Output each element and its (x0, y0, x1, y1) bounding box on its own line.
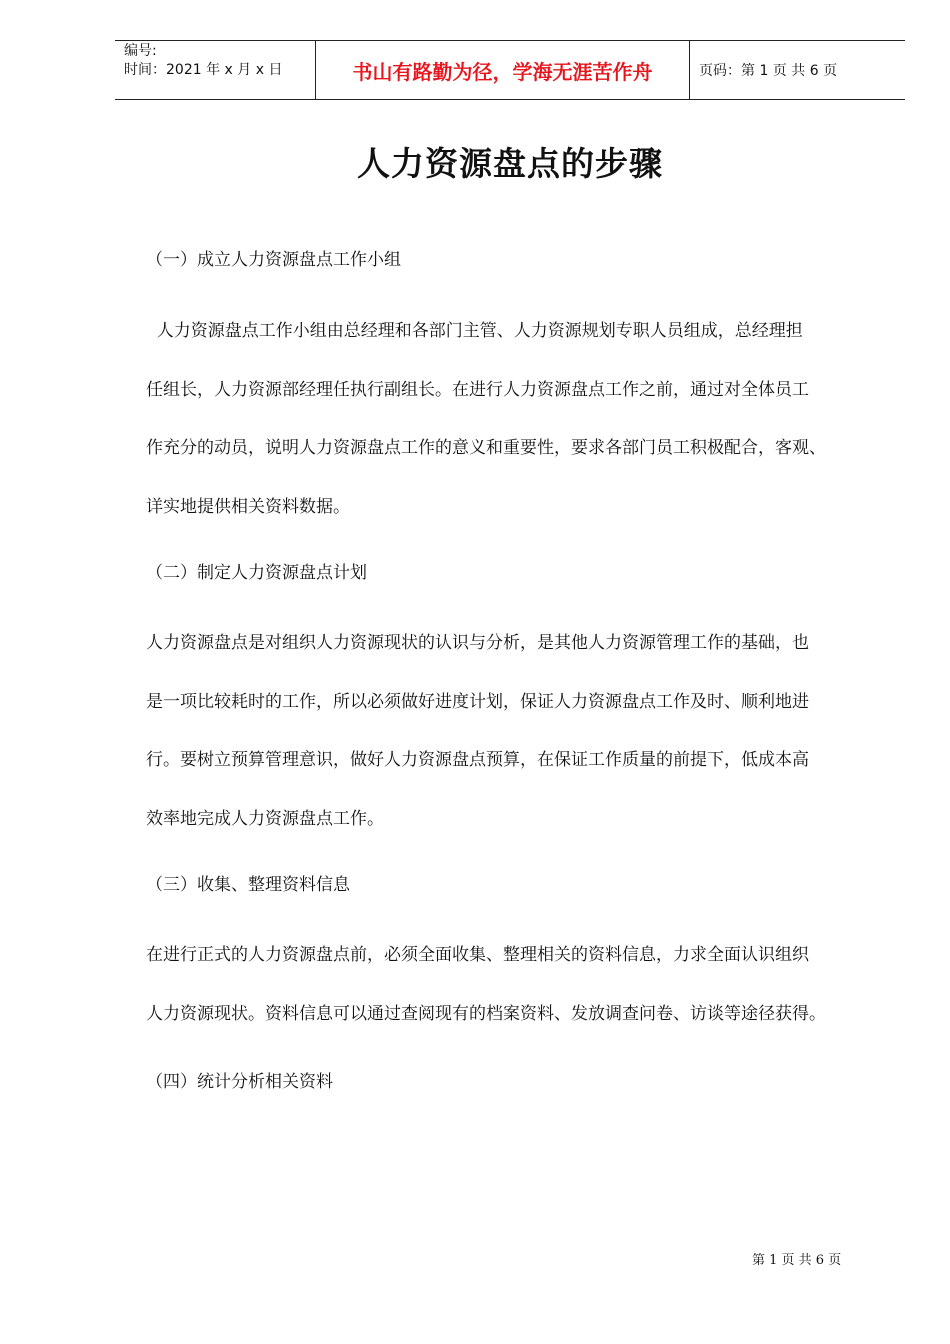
section-paragraph-2 (146, 614, 886, 848)
section-heading-3: （三）收集、整理资料信息 (146, 875, 350, 895)
section-paragraph-3 (146, 926, 886, 1043)
paragraph-line: 行。要树立预算管理意识，做好人力资源盘点预算，在保证工作质量的前提下，低成本高 (146, 750, 809, 770)
section-heading-4: （四）统计分析相关资料 (146, 1072, 333, 1092)
paragraph-line: 任组长，人力资源部经理任执行副组长。在进行人力资源盘点工作之前，通过对全体员工 (146, 379, 809, 400)
paragraph-line: 人力资源盘点工作小组由总经理和各部门主管、人力资源规划专职人员组成，总经理担 (146, 321, 803, 341)
page-header (115, 40, 905, 100)
document-number-label: 编号: (124, 43, 157, 59)
paragraph-line: 在进行正式的人力资源盘点前，必须全面收集、整理相关的资料信息，力求全面认识组织 (146, 945, 809, 965)
paragraph-line: 作充分的动员，说明人力资源盘点工作的意义和重要性，要求各部门员工积极配合，客观、 (146, 438, 826, 458)
section-heading-1: （一）成立人力资源盘点工作小组 (146, 250, 401, 270)
header-meta-cell (115, 41, 316, 99)
paragraph-line: 详实地提供相关资料数据。 (146, 496, 350, 517)
document-title: 人力资源盘点的步骤 (357, 144, 663, 183)
paragraph-line: 效率地完成人力资源盘点工作。 (146, 808, 384, 829)
section-heading-2: （二）制定人力资源盘点计划 (146, 563, 367, 583)
section-paragraph-1 (146, 302, 886, 536)
paragraph-line: 人力资源盘点是对组织人力资源现状的认识与分析，是其他人力资源管理工作的基础，也 (146, 633, 809, 653)
header-motto: 书山有路勤为径，学海无涯苦作舟 (316, 41, 690, 99)
page-footer: 第 1 页 共 6 页 (752, 1253, 842, 1268)
header-page-number: 页码：第 1 页 共 6 页 (699, 63, 838, 79)
paragraph-line: 是一项比较耗时的工作，所以必须做好进度计划，保证人力资源盘点工作及时、顺利地进 (146, 691, 809, 712)
document-date-label: 时间：2021 年 x 月 x 日 (124, 62, 283, 78)
paragraph-line: 人力资源现状。资料信息可以通过查阅现有的档案资料、发放调查问卷、访谈等途径获得。 (146, 1003, 826, 1024)
